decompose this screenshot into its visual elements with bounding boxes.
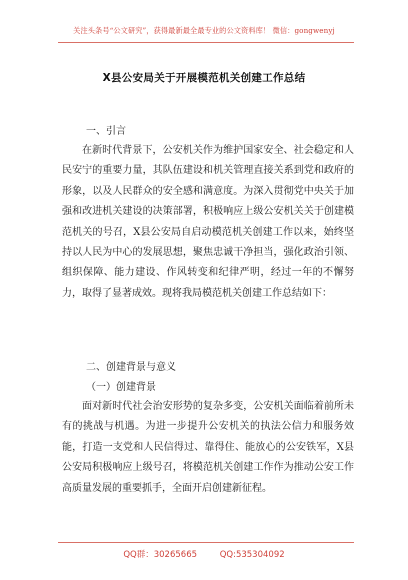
footer-contact [0,548,408,560]
header-divider [58,42,354,43]
section-heading-introduction: 一、引言 [86,126,126,137]
paragraph-background: 面对新时代社会治安形势的复杂多变，公安机关面临着前所未有的挑战与机遇。为进一步提升公安机关的执法公信力和服务效能，打造一支党和人民信得过、靠得住、能放心的公安铁军，X县公安局积极响应上级号召，将模范机关创建工作作为推动公安工作高质量发展的重要抓手，全面开启创建新征程。 [62,401,354,494]
footer-divider [58,542,354,543]
section-heading-background: 二、创建背景与意义 [86,362,176,373]
document-title: X县公安局关于开展模范机关创建工作总结 [102,72,306,84]
section-introduction-body [62,141,354,304]
paragraph-introduction: 在新时代背景下，公安机关作为维护国家安全、社会稳定和人民安宁的重要力量，其队伍建设和机关管理直接关系到党和政府的形象，以及人民群众的安全感和满意度。为深入贯彻党中央关于加强和改进机关建设的决策部署，积极响应上级公安机关关于创建模范机关的号召，X县公安局自启动模范机关创建工作以来，始终坚持以人民为中心的发展思想，聚焦忠诚干净担当，强化政治引领、组织保障、能力建设、作风转变和纪律严明，经过一年的不懈努力，取得了显著成效。现将我局模范机关创建工作总结如下： [62,145,354,299]
footer-qq-group: QQ群：30265665 [123,550,198,560]
footer-qq: QQ:535304092 [219,550,285,560]
subsection-heading-background: （一）创建背景 [86,382,156,393]
header-promo-text: 关注头条号“公文研究”，获得最新最全最专业的公文资料库！ 微信：gongwenyj [73,26,335,35]
section-background-body [62,397,354,499]
